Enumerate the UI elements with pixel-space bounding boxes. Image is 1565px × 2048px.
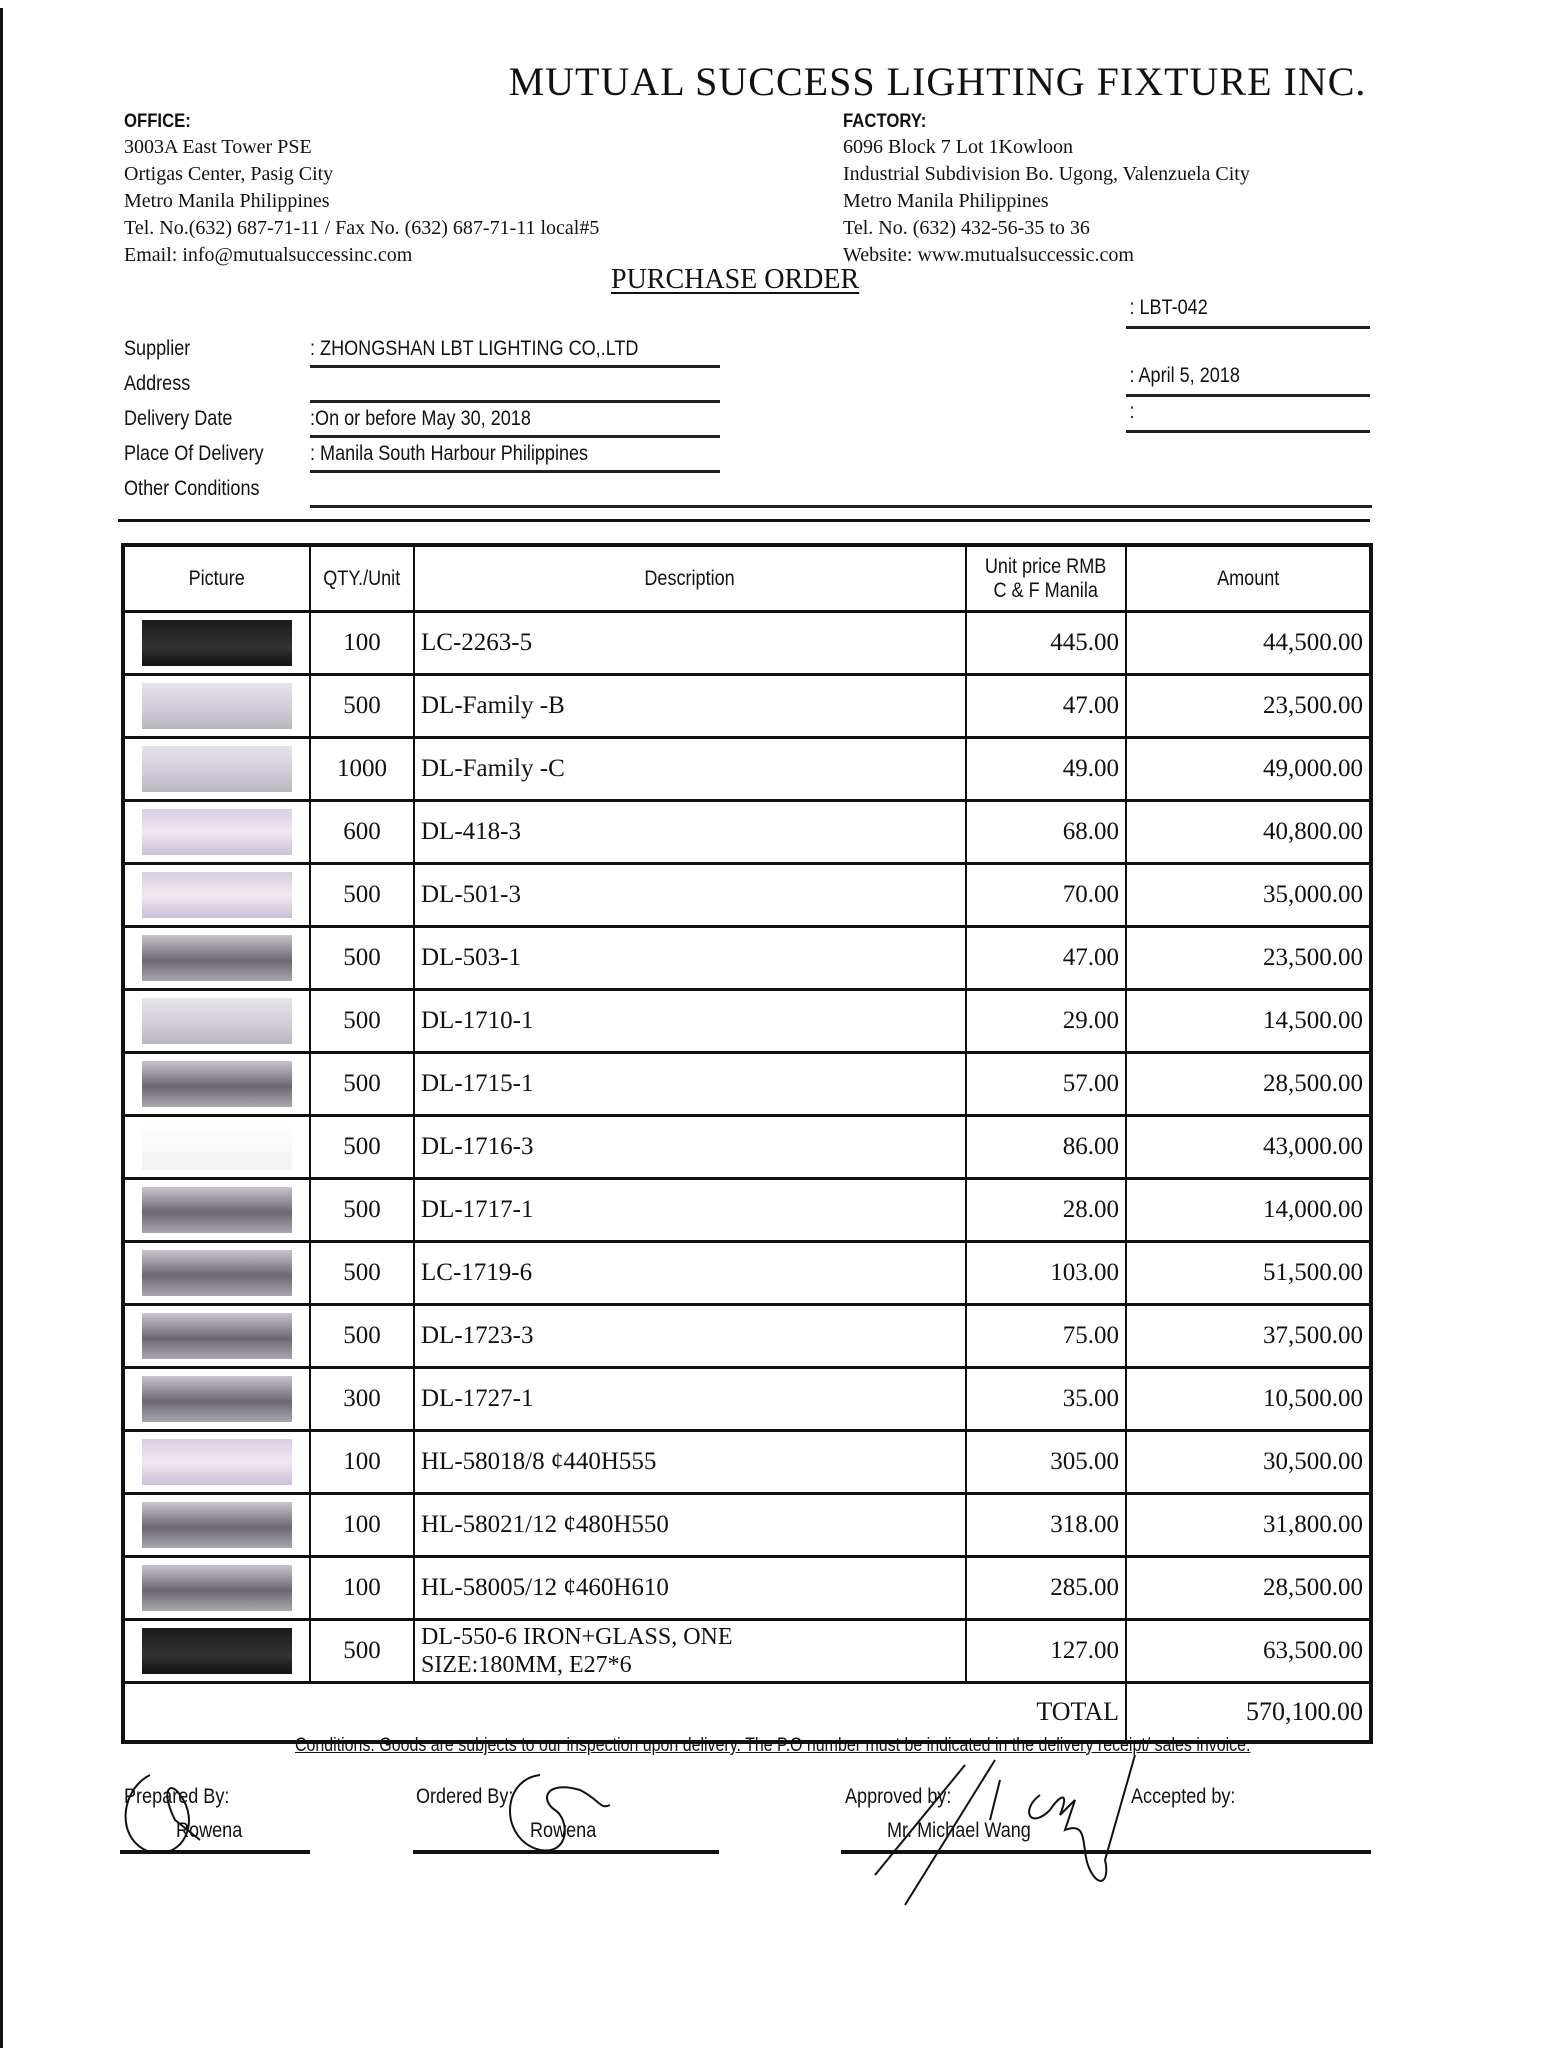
header-picture: Picture xyxy=(123,545,310,612)
office-email: Email: info@mutualsuccessinc.com xyxy=(124,244,413,266)
office-line: Metro Manila Philippines xyxy=(124,190,330,212)
product-image xyxy=(142,1313,292,1359)
unit-price-cell: 305.00 xyxy=(966,1431,1126,1494)
qty-cell: 1000 xyxy=(310,738,414,801)
product-thumbnail-cell xyxy=(123,1368,310,1431)
product-thumbnail-cell xyxy=(123,612,310,675)
qty-cell: 100 xyxy=(310,1431,414,1494)
amount-cell: 37,500.00 xyxy=(1126,1305,1371,1368)
description-cell: HL-58005/12 ¢460H610 xyxy=(414,1557,966,1620)
amount-cell: 23,500.00 xyxy=(1126,675,1371,738)
description-cell: LC-1719-6 xyxy=(414,1242,966,1305)
table-row xyxy=(123,927,1371,990)
table-row xyxy=(123,1368,1371,1431)
supplier-value: : ZHONGSHAN LBT LIGHTING CO,.LTD xyxy=(310,337,720,368)
product-thumbnail-cell xyxy=(123,1620,310,1683)
description-cell: HL-58021/12 ¢480H550 xyxy=(414,1494,966,1557)
ordered-by-label: Ordered By: xyxy=(416,1785,514,1808)
product-image xyxy=(142,620,292,666)
description-cell: DL-Family -B xyxy=(414,675,966,738)
qty-cell: 100 xyxy=(310,1494,414,1557)
amount-cell: 51,500.00 xyxy=(1126,1242,1371,1305)
product-thumbnail-cell xyxy=(123,1242,310,1305)
table-row xyxy=(123,864,1371,927)
table-row xyxy=(123,1431,1371,1494)
description-cell: DL-418-3 xyxy=(414,801,966,864)
place-of-delivery-label: Place Of Delivery xyxy=(124,442,264,465)
table-row xyxy=(123,1305,1371,1368)
amount-cell: 23,500.00 xyxy=(1126,927,1371,990)
approved-by xyxy=(845,1785,1031,1842)
product-thumbnail-cell xyxy=(123,738,310,801)
ordered-by-signature-line xyxy=(413,1850,719,1854)
description-cell: DL-501-3 xyxy=(414,864,966,927)
qty-cell: 500 xyxy=(310,1053,414,1116)
approved-accepted-signature-line xyxy=(841,1850,1371,1854)
product-image xyxy=(142,1061,292,1107)
unit-price-cell: 318.00 xyxy=(966,1494,1126,1557)
table-row xyxy=(123,1179,1371,1242)
table-header xyxy=(123,545,1371,612)
office-address-block xyxy=(124,110,599,269)
amount-cell: 44,500.00 xyxy=(1126,612,1371,675)
unit-price-cell: 75.00 xyxy=(966,1305,1126,1368)
place-of-delivery-value: : Manila South Harbour Philippines xyxy=(310,442,720,473)
qty-cell: 500 xyxy=(310,990,414,1053)
accepted-by-label: Accepted by: xyxy=(1131,1785,1236,1808)
unit-price-cell: 103.00 xyxy=(966,1242,1126,1305)
office-phone: Tel. No.(632) 687-71-11 / Fax No. (632) 687-71-11 local#5 xyxy=(124,217,600,239)
table-row xyxy=(123,1620,1371,1683)
unit-price-cell: 57.00 xyxy=(966,1053,1126,1116)
header-unit-price: Unit price RMB C & F Manila xyxy=(966,545,1126,612)
po-blank-field: : xyxy=(1126,400,1370,433)
header-description: Description xyxy=(414,545,966,612)
address-label: Address xyxy=(124,372,191,395)
amount-cell: 10,500.00 xyxy=(1126,1368,1371,1431)
product-image xyxy=(142,1565,292,1611)
divider xyxy=(118,519,1370,522)
qty-cell: 100 xyxy=(310,1557,414,1620)
description-cell: DL-503-1 xyxy=(414,927,966,990)
unit-price-cell: 47.00 xyxy=(966,675,1126,738)
product-image xyxy=(142,872,292,918)
factory-line: Metro Manila Philippines xyxy=(843,190,1049,212)
product-thumbnail-cell xyxy=(123,801,310,864)
amount-cell: 14,500.00 xyxy=(1126,990,1371,1053)
product-thumbnail-cell xyxy=(123,1179,310,1242)
qty-cell: 300 xyxy=(310,1368,414,1431)
delivery-date-label: Delivery Date xyxy=(124,407,233,430)
office-line: 3003A East Tower PSE xyxy=(124,136,312,158)
po-date: : April 5, 2018 xyxy=(1126,364,1370,397)
product-image xyxy=(142,1628,292,1674)
product-image xyxy=(142,1502,292,1548)
product-image xyxy=(142,746,292,792)
header-amount: Amount xyxy=(1126,545,1371,612)
product-image xyxy=(142,1124,292,1170)
product-thumbnail-cell xyxy=(123,1305,310,1368)
qty-cell: 500 xyxy=(310,1620,414,1683)
product-image xyxy=(142,1439,292,1485)
amount-cell: 49,000.00 xyxy=(1126,738,1371,801)
description-cell: DL-1723-3 xyxy=(414,1305,966,1368)
amount-cell: 28,500.00 xyxy=(1126,1053,1371,1116)
unit-price-cell: 68.00 xyxy=(966,801,1126,864)
office-line: Ortigas Center, Pasig City xyxy=(124,163,334,185)
description-cell: HL-58018/8 ¢440H555 xyxy=(414,1431,966,1494)
other-conditions-label: Other Conditions xyxy=(124,477,260,500)
product-thumbnail-cell xyxy=(123,990,310,1053)
factory-line: Industrial Subdivision Bo. Ugong, Valenzuela City xyxy=(843,163,1250,185)
description-cell: DL-Family -C xyxy=(414,738,966,801)
factory-heading: FACTORY: xyxy=(843,111,927,132)
factory-phone: Tel. No. (632) 432-56-35 to 36 xyxy=(843,217,1090,239)
qty-cell: 600 xyxy=(310,801,414,864)
supplier-label: Supplier xyxy=(124,337,191,360)
approved-by-name: Mr. Michael Wang xyxy=(887,1819,1031,1842)
qty-cell: 500 xyxy=(310,1242,414,1305)
po-number: : LBT-042 xyxy=(1126,296,1370,329)
product-thumbnail-cell xyxy=(123,1431,310,1494)
amount-cell: 31,800.00 xyxy=(1126,1494,1371,1557)
table-row xyxy=(123,675,1371,738)
table-row xyxy=(123,1242,1371,1305)
factory-address-block xyxy=(843,110,1250,269)
product-thumbnail-cell xyxy=(123,927,310,990)
product-image xyxy=(142,1250,292,1296)
qty-cell: 500 xyxy=(310,927,414,990)
product-image xyxy=(142,1187,292,1233)
table-row xyxy=(123,801,1371,864)
total-row xyxy=(123,1683,1371,1743)
office-heading: OFFICE: xyxy=(124,111,191,132)
product-image xyxy=(142,683,292,729)
table-row xyxy=(123,1557,1371,1620)
company-name: MUTUAL SUCCESS LIGHTING FIXTURE INC. xyxy=(508,59,1367,104)
product-image xyxy=(142,1376,292,1422)
accepted-by xyxy=(1131,1785,1252,1809)
amount-cell: 40,800.00 xyxy=(1126,801,1371,864)
description-cell: DL-1715-1 xyxy=(414,1053,966,1116)
prepared-by-signature-line xyxy=(120,1850,310,1854)
header-qty: QTY./Unit xyxy=(310,545,414,612)
ordered-by-name: Rowena xyxy=(530,1819,597,1842)
amount-cell: 35,000.00 xyxy=(1126,864,1371,927)
description-cell: LC-2263-5 xyxy=(414,612,966,675)
unit-price-cell: 47.00 xyxy=(966,927,1126,990)
unit-price-cell: 28.00 xyxy=(966,1179,1126,1242)
description-cell: DL-550-6 IRON+GLASS, ONE SIZE:180MM, E27*6 xyxy=(414,1620,966,1683)
amount-cell: 30,500.00 xyxy=(1126,1431,1371,1494)
qty-cell: 500 xyxy=(310,864,414,927)
product-image xyxy=(142,935,292,981)
unit-price-cell: 35.00 xyxy=(966,1368,1126,1431)
product-thumbnail-cell xyxy=(123,864,310,927)
qty-cell: 500 xyxy=(310,1116,414,1179)
total-amount: 570,100.00 xyxy=(1126,1683,1371,1743)
prepared-by-label: Prepared By: xyxy=(124,1785,230,1808)
address-value xyxy=(310,372,720,403)
prepared-by-name: Rowena xyxy=(176,1819,243,1842)
table-row xyxy=(123,738,1371,801)
amount-cell: 14,000.00 xyxy=(1126,1179,1371,1242)
table-row xyxy=(123,1053,1371,1116)
qty-cell: 500 xyxy=(310,675,414,738)
unit-price-cell: 445.00 xyxy=(966,612,1126,675)
amount-cell: 28,500.00 xyxy=(1126,1557,1371,1620)
description-cell: DL-1727-1 xyxy=(414,1368,966,1431)
conditions-note: Conditions: Goods are subjects to our inspection upon delivery. The P.O number must be indicated in the delivery receipt/ sales invoice. xyxy=(294,1735,1251,1756)
product-image xyxy=(142,998,292,1044)
table-row xyxy=(123,990,1371,1053)
description-cell: DL-1716-3 xyxy=(414,1116,966,1179)
description-cell: DL-1710-1 xyxy=(414,990,966,1053)
items-table xyxy=(121,543,1373,1744)
product-thumbnail-cell xyxy=(123,1494,310,1557)
factory-line: 6096 Block 7 Lot 1Kowloon xyxy=(843,136,1073,158)
qty-cell: 500 xyxy=(310,1179,414,1242)
unit-price-cell: 49.00 xyxy=(966,738,1126,801)
unit-price-cell: 29.00 xyxy=(966,990,1126,1053)
document-title: PURCHASE ORDER xyxy=(611,264,860,295)
product-thumbnail-cell xyxy=(123,675,310,738)
total-label: TOTAL xyxy=(123,1683,1126,1743)
amount-cell: 63,500.00 xyxy=(1126,1620,1371,1683)
table-row xyxy=(123,612,1371,675)
prepared-by xyxy=(124,1785,247,1842)
unit-price-cell: 127.00 xyxy=(966,1620,1126,1683)
product-thumbnail-cell xyxy=(123,1053,310,1116)
factory-website: Website: www.mutualsuccessic.com xyxy=(843,244,1134,266)
ordered-by xyxy=(416,1785,597,1842)
approved-by-label: Approved by: xyxy=(845,1785,952,1808)
amount-cell: 43,000.00 xyxy=(1126,1116,1371,1179)
qty-cell: 100 xyxy=(310,612,414,675)
unit-price-cell: 86.00 xyxy=(966,1116,1126,1179)
product-thumbnail-cell xyxy=(123,1557,310,1620)
delivery-date-value: :On or before May 30, 2018 xyxy=(310,407,720,438)
table-row xyxy=(123,1494,1371,1557)
qty-cell: 500 xyxy=(310,1305,414,1368)
product-image xyxy=(142,809,292,855)
description-cell: DL-1717-1 xyxy=(414,1179,966,1242)
product-thumbnail-cell xyxy=(123,1116,310,1179)
table-row xyxy=(123,1116,1371,1179)
unit-price-cell: 285.00 xyxy=(966,1557,1126,1620)
other-conditions-value xyxy=(310,477,1372,508)
unit-price-cell: 70.00 xyxy=(966,864,1126,927)
